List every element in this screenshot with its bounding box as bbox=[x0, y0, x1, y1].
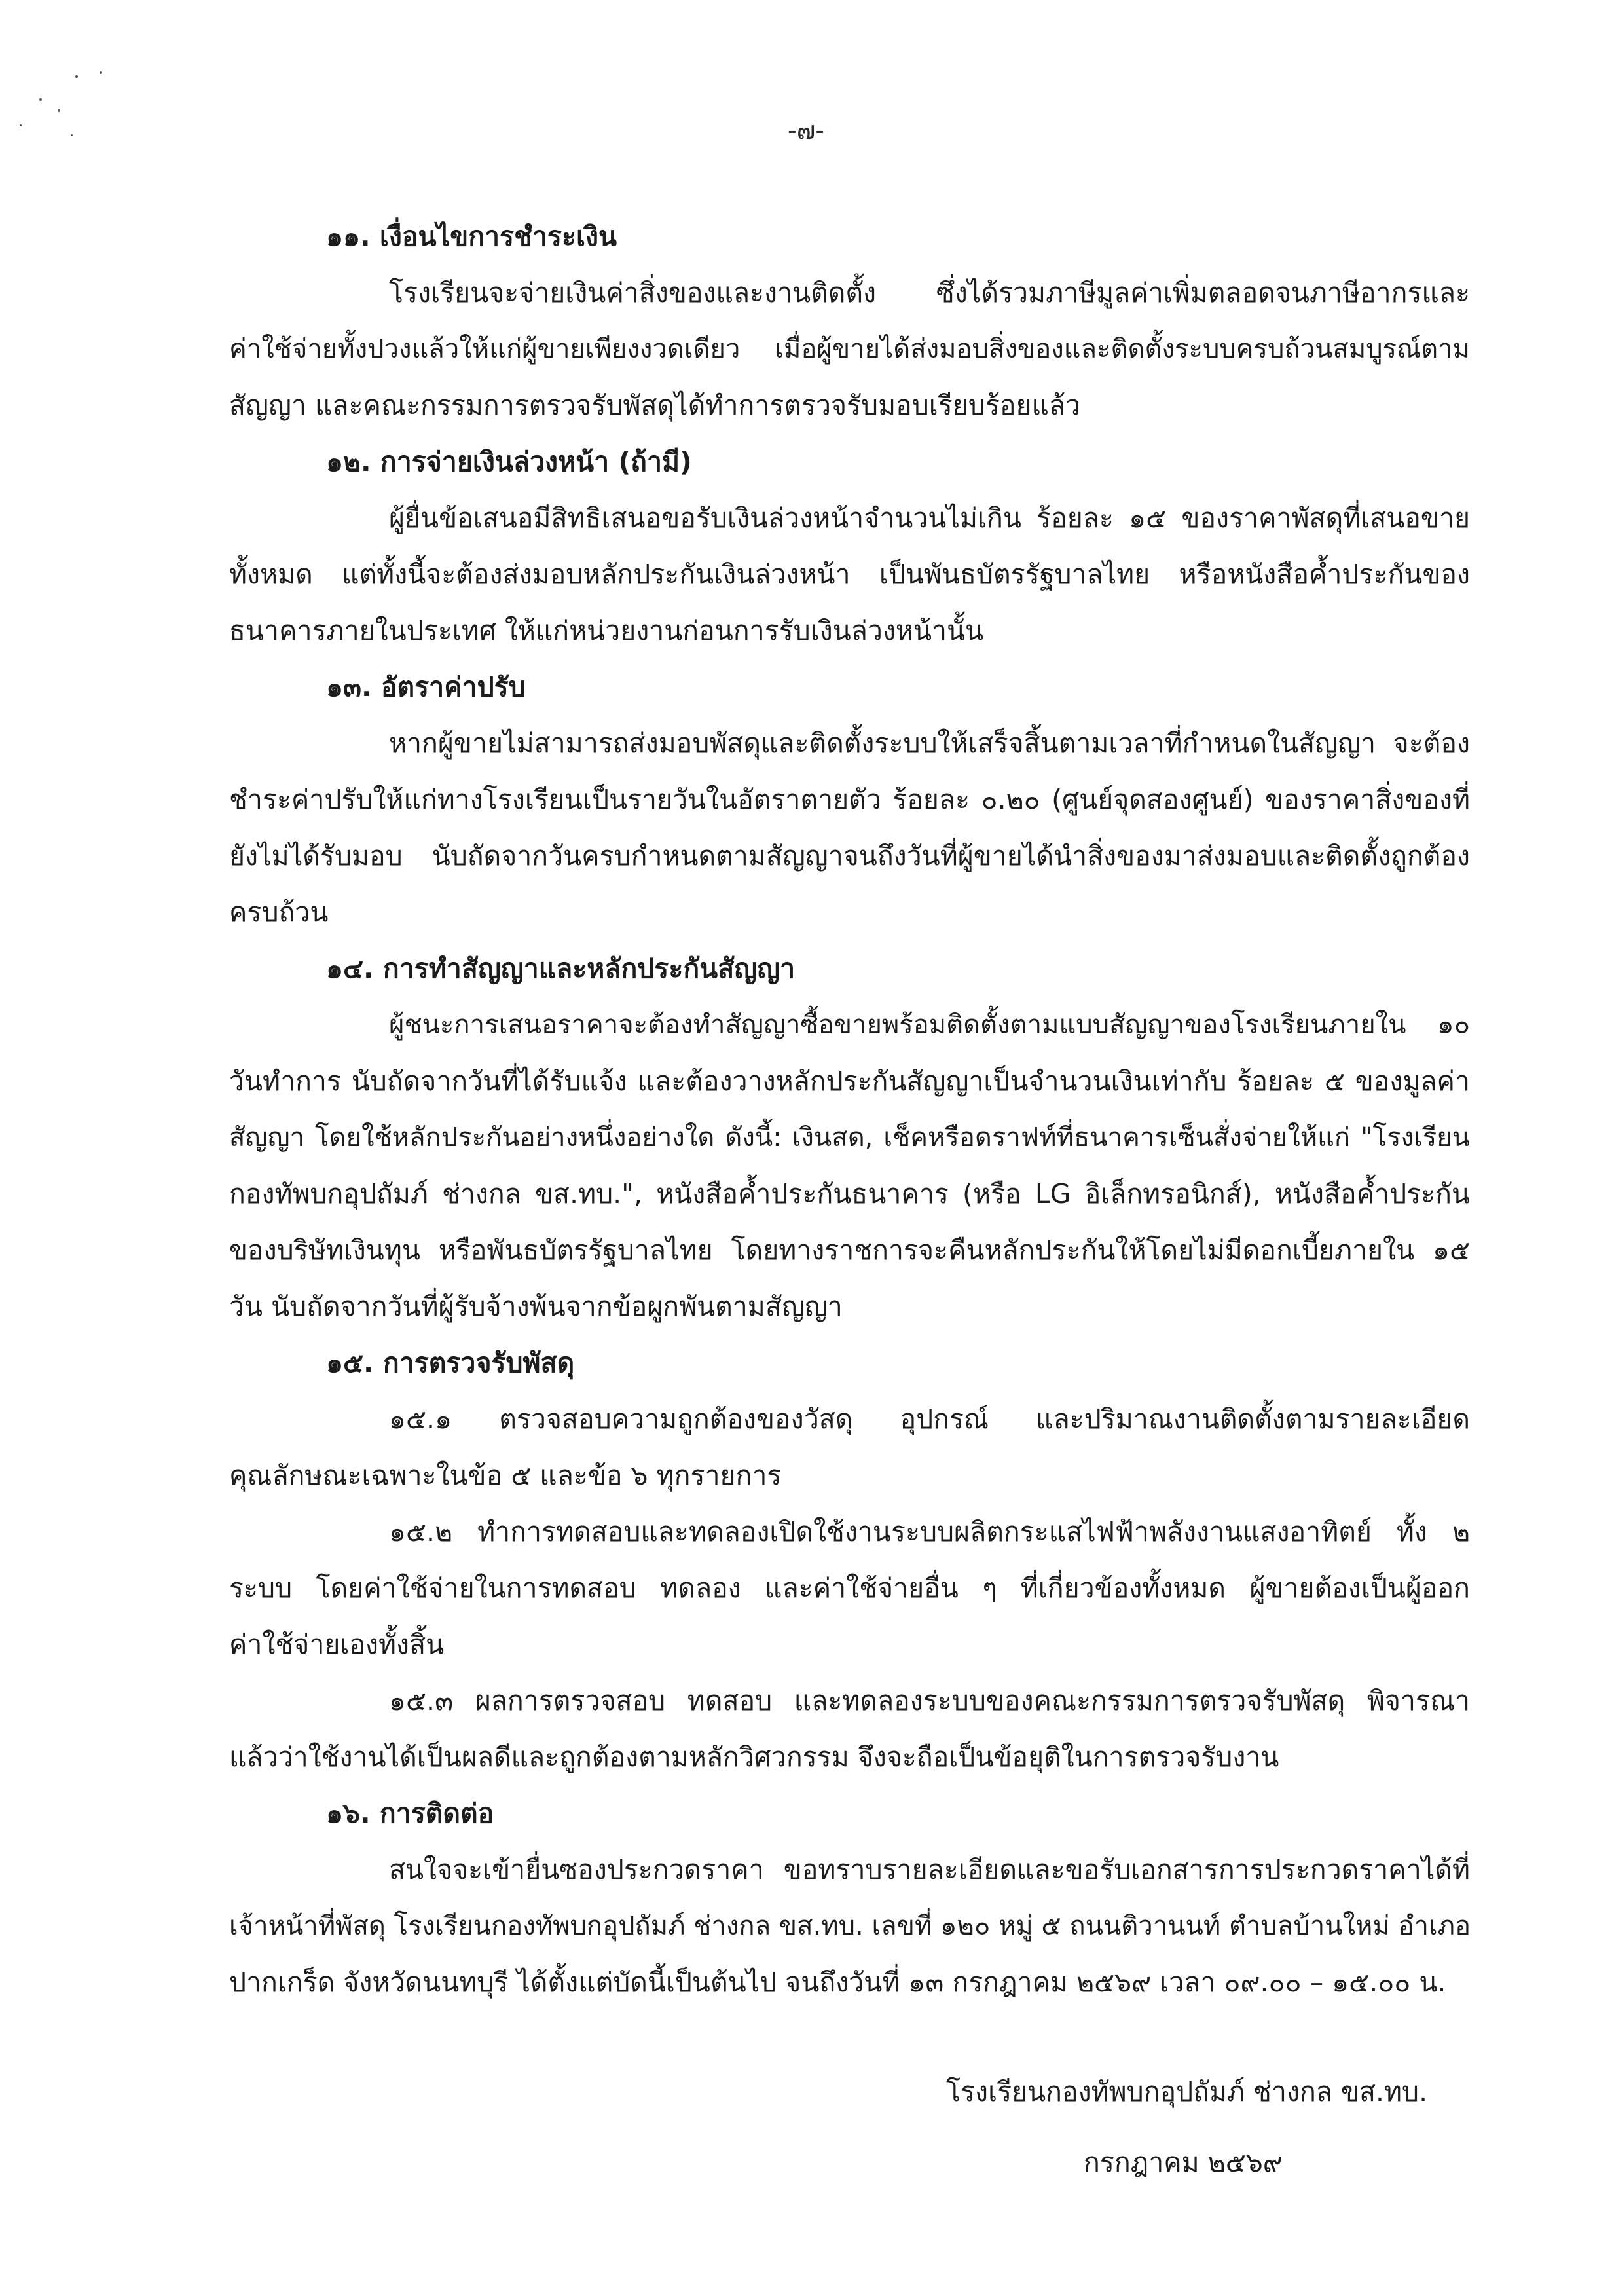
section-heading: ๑๔. การทำสัญญาและหลักประกันสัญญา bbox=[326, 953, 796, 984]
paragraph-line: ชำระค่าปรับให้แก่ทางโรงเรียนเป็นรายวันในอัตราตายตัว ร้อยละ ๐.๒๐ (ศูนย์จุดสองศูนย์) ของราคาสิ่งของที่ bbox=[229, 784, 1470, 815]
section-payment-terms bbox=[229, 208, 1470, 434]
paragraph-line: ผู้ชนะการเสนอราคาจะต้องทำสัญญาซื้อขายพร้อมติดตั้งตามแบบสัญญาของโรงเรียนภายใน ๑๐ bbox=[389, 1010, 1470, 1040]
page-number: -๗- bbox=[788, 116, 824, 145]
section-heading: ๑๒. การจ่ายเงินล่วงหน้า (ถ้ามี) bbox=[326, 446, 692, 477]
paragraph-line: ค่าใช้จ่ายเองทั้งสิ้น bbox=[229, 1629, 445, 1660]
section-contact bbox=[229, 1785, 1470, 2010]
section-advance-payment bbox=[229, 434, 1470, 659]
signature-date: กรกฎาคม ๒๕๖๙ bbox=[1084, 2147, 1283, 2178]
section-penalty-rate bbox=[229, 659, 1470, 940]
paragraph-line: ยังไม่ได้รับมอบ นับถัดจากวันครบกำหนดตามสัญญาจนถึงวันที่ผู้ขายได้นำสิ่งของมาส่งมอบและติดตั้งถูกต้อง bbox=[229, 840, 1470, 872]
paragraph-line: สนใจจะเข้ายื่นซองประกวดราคา ขอทราบรายละเอียดและขอรับเอกสารการประกวดราคาได้ที่ bbox=[389, 1854, 1470, 1885]
section-heading: ๑๑. เงื่อนไขการชำระเงิน bbox=[326, 221, 617, 252]
paragraph-line: สัญญา และคณะกรรมการตรวจรับพัสดุได้ทำการตรวจรับมอบเรียบร้อยแล้ว bbox=[229, 390, 1081, 421]
paragraph-line: ครบถ้วน bbox=[229, 897, 329, 928]
paragraph-line: วัน นับถัดจากวันที่ผู้รับจ้างพ้นจากข้อผูกพันตามสัญญา bbox=[229, 1291, 843, 1322]
paragraph-line: ๑๕.๑ ตรวจสอบความถูกต้องของวัสดุ อุปกรณ์ และปริมาณงานติดตั้งตามรายละเอียด bbox=[389, 1403, 1470, 1435]
document-body bbox=[229, 208, 1470, 2010]
paragraph-line: เจ้าหน้าที่พัสดุ โรงเรียนกองทัพบกอุปถัมภ์ ช่างกล ขส.ทบ. เลขที่ ๑๒๐ หมู่ ๕ ถนนติวานนท์ ตำบลบ้านใหม่ อำเภอ bbox=[229, 1911, 1471, 1941]
subsection-15-3 bbox=[229, 1673, 1470, 1785]
paragraph-line: แล้วว่าใช้งานได้เป็นผลดีและถูกต้องตามหลักวิศวกรรม จึงจะถือเป็นข้อยุติในการตรวจรับงาน bbox=[229, 1741, 1279, 1773]
paragraph-line: ปากเกร็ด จังหวัดนนทบุรี ได้ตั้งแต่บัดนี้เป็นต้นไป จนถึงวันที่ ๑๓ กรกฎาคม ๒๕๖๙ เวลา ๐๙.๐๐ – ๑๕.๐๐ น. bbox=[229, 1967, 1446, 1998]
section-heading: ๑๕. การตรวจรับพัสดุ bbox=[326, 1347, 575, 1379]
section-inspection bbox=[229, 1335, 1470, 1785]
paragraph-line: ของบริษัทเงินทุน หรือพันธบัตรรัฐบาลไทย โดยทางราชการจะคืนหลักประกันให้โดยไม่มีดอกเบี้ยภายใน ๑๕ bbox=[229, 1234, 1470, 1266]
paragraph-line: หากผู้ขายไม่สามารถส่งมอบพัสดุและติดตั้งระบบให้เสร็จสิ้นตามเวลาที่กำหนดในสัญญา จะต้อง bbox=[389, 728, 1470, 759]
subsection-15-2 bbox=[229, 1504, 1470, 1673]
paragraph-line: ๑๕.๒ ทำการทดสอบและทดลองเปิดใช้งานระบบผลิตกระแสไฟฟ้าพลังงานแสงอาทิตย์ ทั้ง ๒ bbox=[389, 1516, 1470, 1547]
paragraph-line: ทั้งหมด แต่ทั้งนี้จะต้องส่งมอบหลักประกันเงินล่วงหน้า เป็นพันธบัตรรัฐบาลไทย หรือหนังสือค้ำประกันของ bbox=[229, 559, 1470, 590]
paragraph-line: สัญญา โดยใช้หลักประกันอย่างหนึ่งอย่างใด ดังนี้: เงินสด, เช็คหรือดราฟท์ที่ธนาคารเซ็นสั่งจ่ายให้แก่ "โรงเรียน bbox=[229, 1122, 1470, 1153]
paragraph-line: ๑๕.๓ ผลการตรวจสอบ ทดสอบ และทดลองระบบของคณะกรรมการตรวจรับพัสดุ พิจารณา bbox=[389, 1685, 1470, 1716]
section-heading: ๑๖. การติดต่อ bbox=[326, 1798, 494, 1829]
subsection-15-1 bbox=[229, 1391, 1470, 1504]
paragraph-line: โรงเรียนจะจ่ายเงินค่าสิ่งของและงานติดตั้ง ซึ่งได้รวมภาษีมูลค่าเพิ่มตลอดจนภาษีอากรและ bbox=[389, 277, 1470, 308]
paragraph-line: ผู้ยื่นข้อเสนอมีสิทธิเสนอขอรับเงินล่วงหน้าจำนวนไม่เกิน ร้อยละ ๑๕ ของราคาพัสดุที่เสนอขาย bbox=[389, 502, 1470, 534]
section-contract-guarantee bbox=[229, 940, 1470, 1335]
paragraph-line: วันทำการ นับถัดจากวันที่ได้รับแจ้ง และต้องวางหลักประกันสัญญาเป็นจำนวนเงินเท่ากับ ร้อยละ ๕ ของมูลค่า bbox=[229, 1065, 1470, 1097]
paragraph-line: คุณลักษณะเฉพาะในข้อ ๕ และข้อ ๖ ทุกรายการ bbox=[229, 1460, 782, 1491]
paragraph-line: กองทัพบกอุปถัมภ์ ช่างกล ขส.ทบ.", หนังสือค้ำประกันธนาคาร (หรือ LG อิเล็กทรอนิกส์), หนังสือค้ำประกัน bbox=[229, 1178, 1470, 1210]
signature-organization: โรงเรียนกองทัพบกอุปถัมภ์ ช่างกล ขส.ทบ. bbox=[946, 2076, 1428, 2107]
section-heading: ๑๓. อัตราค่าปรับ bbox=[326, 671, 526, 703]
paragraph-line: ค่าใช้จ่ายทั้งปวงแล้วให้แก่ผู้ขายเพียงงวดเดียว เมื่อผู้ขายได้ส่งมอบสิ่งของและติดตั้งระบบครบถ้วนสมบูรณ์ตาม bbox=[229, 334, 1470, 364]
paragraph-line: ระบบ โดยค่าใช้จ่ายในการทดสอบ ทดลอง และค่าใช้จ่ายอื่น ๆ ที่เกี่ยวข้องทั้งหมด ผู้ขายต้องเป็นผู้ออก bbox=[229, 1572, 1470, 1604]
paragraph-line: ธนาคารภายในประเทศ ให้แก่หน่วยงานก่อนการรับเงินล่วงหน้านั้น bbox=[229, 615, 984, 646]
